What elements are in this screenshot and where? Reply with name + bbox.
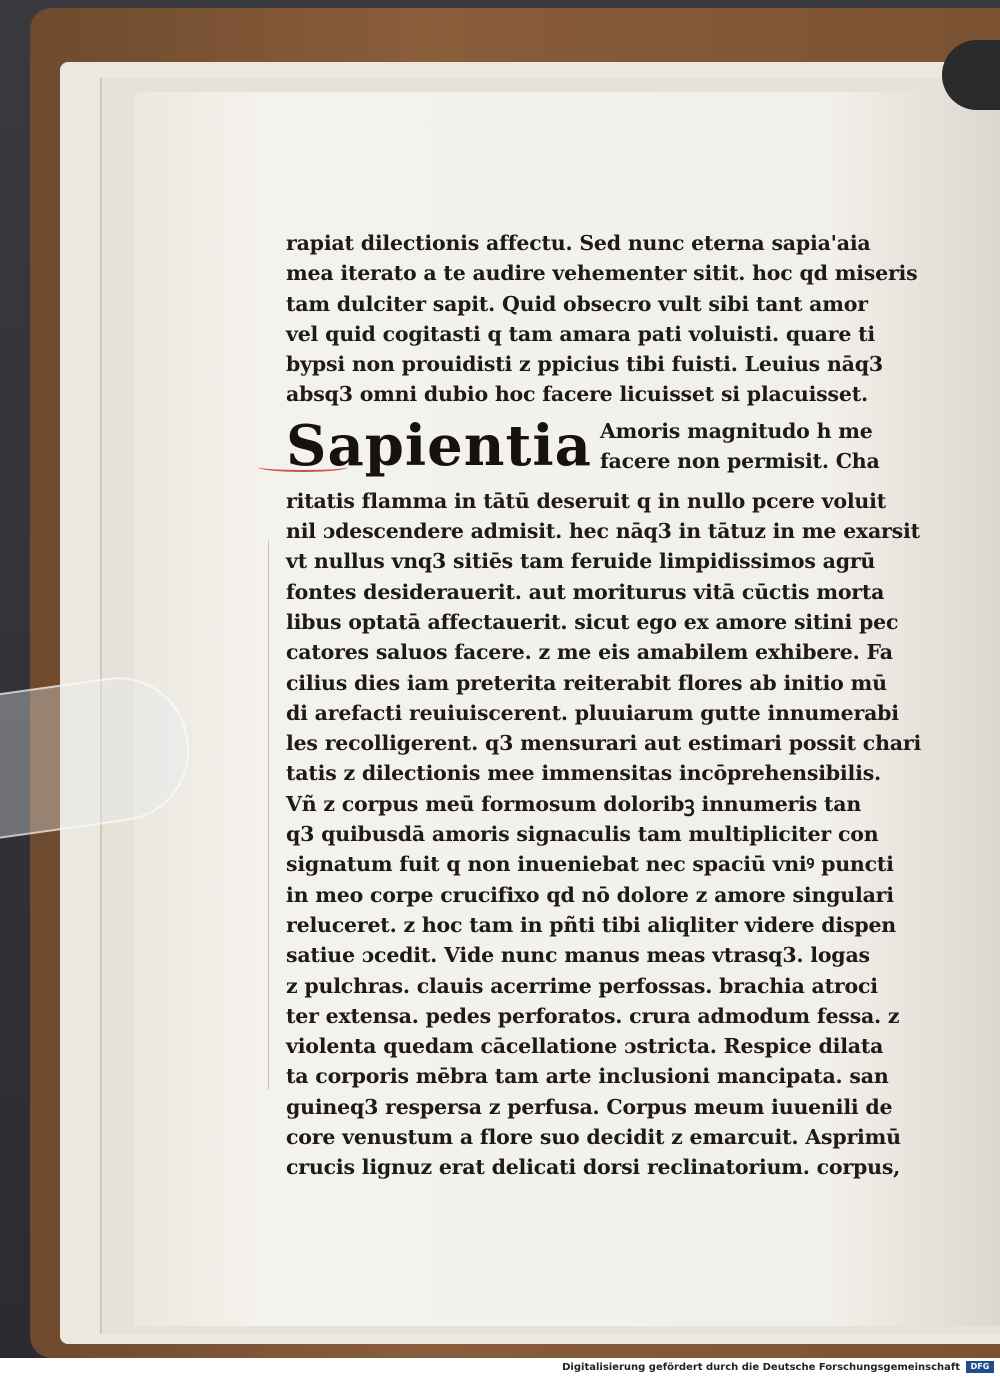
- text-line: rapiat dilectionis affectu. Sed nunc eterna sapia'aia: [286, 231, 871, 255]
- text-line: mea iterato a te audire vehementer sitit. hoc qd miseris: [286, 261, 918, 286]
- text-line: tatis z dilectionis mee immensitas incōprehensibilis.: [286, 761, 881, 786]
- text-line: z pulchras. clauis acerrime perfossas. brachia atroci: [286, 973, 878, 998]
- text-line: in meo corpe crucifixo qd nō dolore z amore singulari: [286, 882, 894, 907]
- page-text: [286, 228, 936, 1183]
- text-line: vt nullus vnq3 sitiēs tam feruide limpidissimos agrū: [286, 549, 876, 574]
- text-line: nil ɔdescendere admisit. hec nāq3 in tātuz in me exarsit: [286, 519, 920, 544]
- text-line: libus optatā affectauerit. sicut ego ex amore sitini pec: [286, 609, 899, 634]
- text-line: fontes desiderauerit. aut moriturus vitā cūctis morta: [286, 579, 885, 604]
- footer-bar: [0, 1358, 1000, 1377]
- text-line: cilius dies iam preterita reiterabit flores ab initio mū: [286, 670, 887, 695]
- text-line: satiue ɔcedit. Vide nunc manus meas vtrasq3. logas: [286, 943, 870, 968]
- text-lines-after-heading: [286, 486, 936, 1183]
- text-line: ta corporis mēbra tam arte inclusioni mancipata. san: [286, 1064, 889, 1089]
- text-line: crucis lignuz erat delicati dorsi reclinatorium. corpus,: [286, 1155, 901, 1180]
- text-line: di arefacti reuiuiscerent. pluuiarum gutte innumerabi: [286, 700, 899, 725]
- text-line: tam dulciter sapit. Quid obsecro vult sibi tant amor: [286, 291, 868, 316]
- text-line: core venustum a flore suo decidit z emarcuit. Asprimū: [286, 1125, 901, 1150]
- text-line: signatum fuit q non inueniebat nec spaciū vniꝰ puncti: [286, 852, 894, 877]
- text-line: absq3 omni dubio hoc facere licuisset si placuisset.: [286, 382, 868, 407]
- heading-row: [286, 414, 936, 486]
- text-line: ter extensa. pedes perforatos. crura admodum fessa. z: [286, 1003, 900, 1028]
- text-line: q3 quibusdā amoris signaculis tam multipliciter con: [286, 822, 879, 847]
- rubric-margin-line: [268, 540, 273, 1090]
- text-line: vel quid cogitasti q tam amara pati voluisti. quare ti: [286, 321, 875, 346]
- text-line: violenta quedam cācellatione ɔstricta. Respice dilata: [286, 1034, 884, 1059]
- section-heading: Sapientia: [286, 412, 592, 479]
- text-line: ritatis flamma in tātū deseruit q in nullo pcere voluit: [286, 488, 886, 513]
- text-line: Vñ z corpus meū formosum doloribꝫ innumeris tan: [286, 791, 862, 816]
- text-line: les recolligerent. q3 mensurari aut estimari possit chari: [286, 731, 922, 756]
- text-line: guineq3 respersa z perfusa. Corpus meum iuuenili de: [286, 1094, 893, 1119]
- text-lines-before-heading: [286, 228, 936, 410]
- heading-side-lines: [600, 414, 880, 477]
- text-line: bypsi non prouidisti z ppicius tibi fuisti. Leuius nāq3: [286, 352, 883, 377]
- text-line: reluceret. z hoc tam in pñti tibi aliqliter videre dispen: [286, 912, 896, 937]
- text-line: facere non permisit. Cha: [599, 449, 880, 474]
- dfg-logo: DFG: [966, 1361, 994, 1373]
- footer-credit: Digitalisierung gefördert durch die Deutsche Forschungsgemeinschaft: [562, 1362, 960, 1373]
- text-line: catores saluos facere. z me eis amabilem exhibere. Fa: [286, 640, 893, 665]
- text-line: Amoris magnitudo h me: [599, 418, 873, 443]
